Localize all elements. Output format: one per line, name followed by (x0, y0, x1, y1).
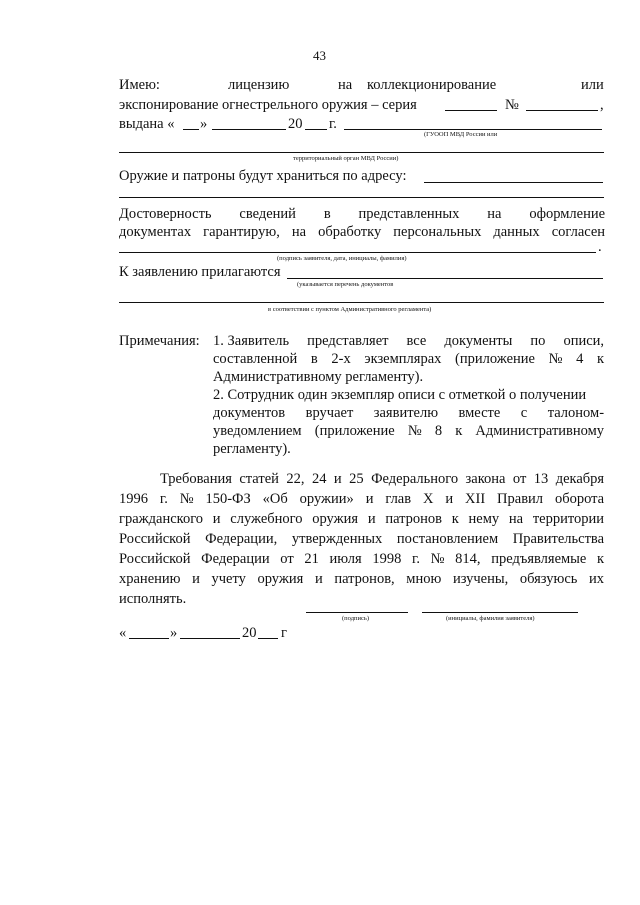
issued-prefix: выдана « (119, 116, 175, 132)
date-month-field[interactable] (180, 638, 240, 639)
note-2-line-3: уведомлением (приложение № 8 к Административному (213, 423, 605, 439)
license-series-field[interactable] (445, 110, 497, 111)
requirements-line-6: хранению и учету оружия и патронов, мною изучены, обязуюсь их (119, 571, 605, 587)
license-comma: , (600, 97, 604, 113)
issued-authority-field[interactable] (344, 129, 602, 130)
issued-year-prefix: 20 (288, 116, 303, 132)
attachments-label: К заявлению прилагаются (119, 264, 281, 280)
consent-signature-field[interactable] (119, 252, 596, 253)
notes-label: Примечания: (119, 333, 200, 349)
caption-attachments-regulation: в соответствии с пунктом Административного регламента) (268, 306, 432, 313)
consent-period: . (598, 239, 602, 255)
attachments-field-2[interactable] (119, 302, 604, 303)
consent-line-2: документах гарантирую, на обработку персональных данных согласен (119, 224, 606, 240)
issued-month-field[interactable] (212, 129, 286, 130)
note-1-line-2: составленной в 2-х экземплярах (приложение № 4 к (213, 351, 604, 367)
caption-territorial: территориальный орган МВД России) (293, 155, 399, 162)
license-word-have: Имею: (119, 77, 160, 93)
license-word-na: на (338, 77, 353, 93)
note-1-line-3: Административному регламенту). (213, 369, 424, 385)
note-1-line-1: 1. Заявитель представляет все документы по описи, (213, 333, 605, 349)
license-word-license: лицензию (228, 77, 290, 93)
note-2-line-2: документов вручает заявителю вместе с талоном- (213, 405, 605, 421)
storage-label: Оружие и патроны будут храниться по адресу: (119, 168, 407, 184)
date-year-field[interactable] (258, 638, 278, 639)
applicant-name-field[interactable] (422, 612, 578, 613)
requirements-line-2: 1996 г. № 150-ФЗ «Об оружии» и глав X и XII Правил оборота (119, 491, 605, 507)
issued-day-field[interactable] (183, 129, 199, 130)
consent-line-1: Достоверность сведений в представленных на оформление (119, 206, 606, 222)
license-word-collecting: коллекционирование (367, 77, 497, 93)
caption-applicant-name: (инициалы, фамилия заявителя) (446, 615, 535, 622)
date-close-quote: » (170, 625, 178, 641)
date-open-quote: « (119, 625, 127, 641)
requirements-line-7: исполнять. (119, 591, 187, 607)
storage-address-field[interactable] (424, 182, 603, 183)
license-word-or: или (581, 77, 604, 93)
date-g: г (281, 625, 287, 641)
caption-attachments-list: (указывается перечень документов (297, 281, 394, 288)
page-number: 43 (313, 48, 326, 63)
caption-authority: (ГУООП МВД России или (424, 131, 498, 138)
issued-quote-close: » (200, 116, 208, 132)
license-number-field[interactable] (526, 110, 598, 111)
note-2-line-1: 2. Сотрудник один экземпляр описи с отметкой о получении (213, 387, 587, 403)
requirements-line-1: Требования статей 22, 24 и 25 Федерального закона от 13 декабря (160, 471, 605, 487)
requirements-line-5: Российской Федерации от 21 июля 1998 г. № 814, предъявляемые к (119, 551, 605, 567)
requirements-line-4: Российской Федерации, утвержденных постановлением Правительства (119, 531, 605, 547)
issued-year-field[interactable] (305, 129, 327, 130)
license-line-2: экспонирование огнестрельного оружия – серия (119, 97, 417, 113)
note-2-line-4: регламенту). (213, 441, 291, 457)
caption-consent-signature: (подпись заявителя, дата, инициалы, фамилия) (277, 255, 407, 262)
signature-field[interactable] (306, 612, 408, 613)
storage-address-field-2[interactable] (119, 197, 604, 198)
caption-signature: (подпись) (342, 615, 369, 622)
date-day-field[interactable] (129, 638, 169, 639)
date-year-prefix: 20 (242, 625, 257, 641)
issued-authority-field-2[interactable] (119, 152, 604, 153)
license-number-sign: № (505, 97, 519, 113)
requirements-line-3: гражданского и служебного оружия и патронов к нему на территории (119, 511, 605, 527)
issued-g: г. (329, 116, 337, 132)
attachments-field[interactable] (287, 278, 603, 279)
